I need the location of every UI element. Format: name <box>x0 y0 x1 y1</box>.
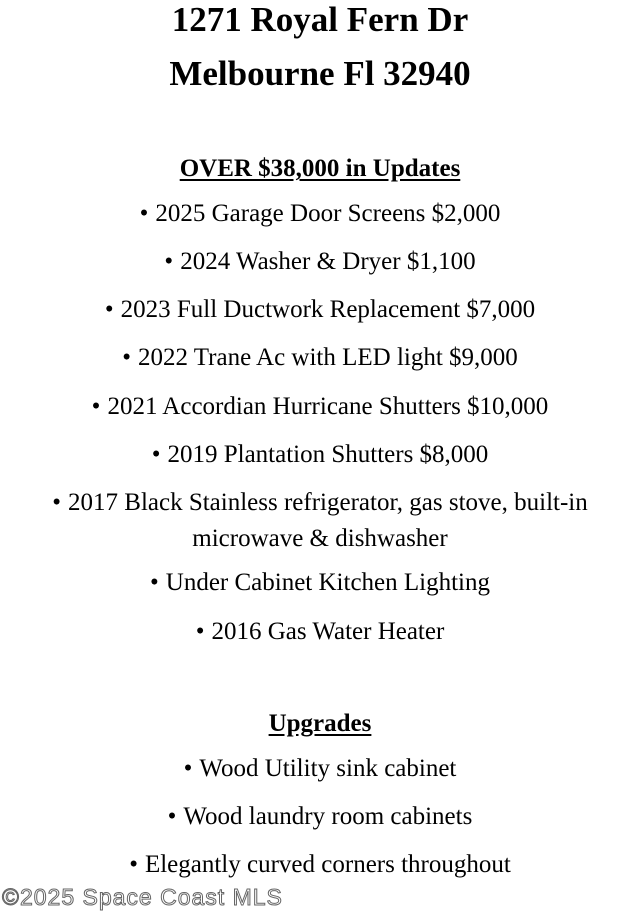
update-item <box>0 199 640 229</box>
upgrade-item <box>0 754 640 784</box>
address-line-1: 1271 Royal Fern Dr <box>171 0 469 39</box>
updates-heading: OVER $38,000 in Updates <box>179 155 461 182</box>
update-item-text: 2023 Full Ductwork Replacement $7,000 <box>120 296 536 323</box>
update-item <box>0 617 640 647</box>
bullet-icon: • <box>129 851 138 878</box>
bullet-icon: • <box>151 441 161 468</box>
upgrades-heading: Upgrades <box>268 710 372 737</box>
mls-watermark: ©2025 Space Coast MLS <box>2 884 283 910</box>
update-item <box>0 295 640 325</box>
upgrade-item-text: Wood Utility sink cabinet <box>199 755 457 782</box>
upgrade-item <box>0 850 640 880</box>
update-item-continuation <box>0 524 640 554</box>
update-item <box>0 440 640 470</box>
update-item <box>0 343 640 373</box>
bullet-icon: • <box>167 803 177 830</box>
update-item-text: 2017 Black Stainless refrigerator, gas stove, built-in <box>68 489 588 516</box>
bullet-icon: • <box>195 618 205 645</box>
update-item-text: 2021 Accordian Hurricane Shutters $10,000 <box>107 393 549 420</box>
update-item <box>0 247 640 277</box>
update-item-text: 2022 Trane Ac with LED light $9,000 <box>137 344 518 371</box>
bullet-icon: • <box>122 344 131 371</box>
update-item-text: 2019 Plantation Shutters $8,000 <box>167 441 489 468</box>
update-item <box>0 488 640 518</box>
bullet-icon: • <box>52 489 62 516</box>
upgrade-item-text: Wood laundry room cabinets <box>183 803 473 830</box>
update-item <box>0 568 640 598</box>
update-item-text: Under Cabinet Kitchen Lighting <box>165 569 490 596</box>
update-item-text: 2024 Washer & Dryer $1,100 <box>180 248 476 275</box>
update-item-text: microwave & dishwasher <box>192 525 448 552</box>
upgrade-item-text: Elegantly curved corners throughout <box>144 851 511 878</box>
bullet-icon: • <box>91 393 101 420</box>
bullet-icon: • <box>104 296 114 323</box>
update-item-text: 2025 Garage Door Screens $2,000 <box>155 200 501 227</box>
bullet-icon: • <box>164 248 174 275</box>
upgrade-item <box>0 802 640 832</box>
address-line-2: Melbourne Fl 32940 <box>169 54 471 93</box>
bullet-icon: • <box>139 200 149 227</box>
update-item <box>0 392 640 422</box>
update-item-text: 2016 Gas Water Heater <box>211 618 445 645</box>
bullet-icon: • <box>150 569 159 596</box>
bullet-icon: • <box>183 755 193 782</box>
